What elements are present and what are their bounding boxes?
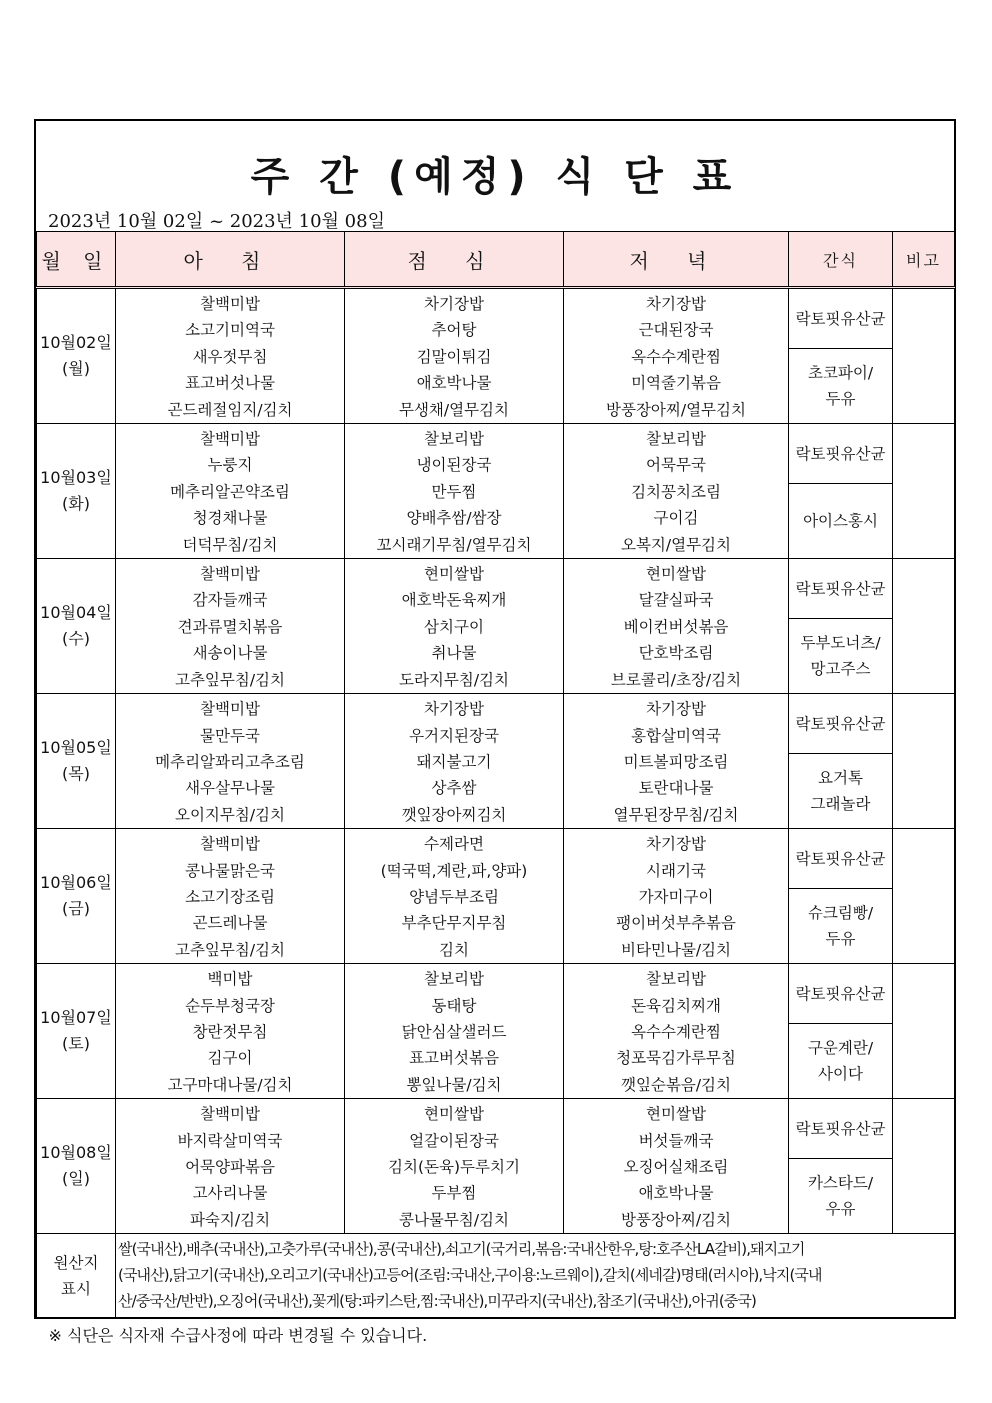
- snack-item: 카스타드/ 우유: [789, 1159, 893, 1234]
- day-row: [37, 288, 955, 349]
- day-row: [37, 964, 955, 1024]
- snack-item: 초코파이/ 두유: [789, 349, 893, 424]
- page-title: 주 간 (예정) 식 단 표: [250, 154, 740, 200]
- snack-probiotic: 락토핏유산균: [789, 1099, 893, 1159]
- breakfast-cell: 찰백미밥 소고기미역국 새우젓무침 표고버섯나물 곤드레절임지/김치: [116, 288, 345, 424]
- note-cell: [893, 829, 955, 964]
- snack-probiotic: 락토핏유산균: [789, 964, 893, 1024]
- origin-text: 쌀(국내산),배추(국내산),고춧가루(국내산),콩(국내산),쇠고기(국거리,볶음:국내산한우,탕:호주산LA갈비),돼지고기 (국내산),닭고기(국내산),오리고기(국내산)고등어(조림:국내산,구이용:노르웨이),갈치(세네갈)명태(러시아),낙지(국내 산/중국산/반반),오징어(국내산),꽃게(탕:파키스탄,찜:국내산),미꾸라지(국내산),참조기(국내산),아귀(중국): [116, 1234, 955, 1319]
- day-row: [37, 829, 955, 889]
- snack-probiotic: 락토핏유산균: [789, 424, 893, 484]
- breakfast-cell: 백미밥 순두부청국장 창란젓무침 김구이 고구마대나물/김치: [116, 964, 345, 1099]
- day-row: [37, 694, 955, 754]
- dinner-cell: 현미쌀밥 버섯들깨국 오징어실채조림 애호박나물 방풍장아찌/김치: [564, 1099, 789, 1234]
- dinner-cell: 현미쌀밥 달걀실파국 베이컨버섯볶음 단호박조림 브로콜리/초장/김치: [564, 559, 789, 694]
- snack-item: 요거톡 그래놀라: [789, 754, 893, 829]
- snack-probiotic: 락토핏유산균: [789, 288, 893, 349]
- lunch-cell: 차기장밥 우거지된장국 돼지불고기 상추쌈 깻잎장아찌김치: [345, 694, 564, 829]
- snack-item: 아이스홍시: [789, 484, 893, 559]
- period-label: 2023년 10월 02일 ~ 2023년 10월 08일: [48, 211, 385, 232]
- day-row: [37, 1099, 955, 1159]
- note-cell: [893, 694, 955, 829]
- snack-item: 구운계란/ 사이다: [789, 1024, 893, 1099]
- day-date: 10월04일 (수): [37, 559, 116, 694]
- footer-note: ※ 식단은 식자재 수급사정에 따라 변경될 수 있습니다.: [37, 1319, 955, 1350]
- header-date: 월 일: [37, 232, 116, 288]
- lunch-cell: 현미쌀밥 얼갈이된장국 김치(돈육)두루치기 두부찜 콩나물무침/김치: [345, 1099, 564, 1234]
- dinner-cell: 찰보리밥 돈육김치찌개 옥수수계란찜 청포묵김가루무침 깻잎순볶음/김치: [564, 964, 789, 1099]
- day-row: [37, 559, 955, 619]
- day-date: 10월03일 (화): [37, 424, 116, 559]
- lunch-cell: 수제라면 (떡국떡,계란,파,양파) 양념두부조림 부추단무지무침 김치: [345, 829, 564, 964]
- day-date: 10월06일 (금): [37, 829, 116, 964]
- day-date: 10월08일 (일): [37, 1099, 116, 1234]
- header-row: [37, 232, 955, 288]
- snack-item: 두부도너츠/ 망고주스: [789, 619, 893, 694]
- breakfast-cell: 찰백미밥 콩나물맑은국 소고기장조림 곤드레나물 고추잎무침/김치: [116, 829, 345, 964]
- origin-row: [37, 1234, 955, 1319]
- breakfast-cell: 찰백미밥 물만두국 메추리알꽈리고추조림 새우살무나물 오이지무침/김치: [116, 694, 345, 829]
- menu-table: [36, 231, 955, 1349]
- menu-sheet: [34, 119, 956, 1345]
- dinner-cell: 찰보리밥 어묵무국 김치꽁치조림 구이김 오복지/열무김치: [564, 424, 789, 559]
- breakfast-cell: 찰백미밥 누룽지 메추리알곤약조림 청경채나물 더덕무침/김치: [116, 424, 345, 559]
- header-note: 비고: [893, 232, 955, 288]
- header-breakfast: 아 침: [116, 232, 345, 288]
- note-cell: [893, 288, 955, 424]
- snack-probiotic: 락토핏유산균: [789, 694, 893, 754]
- lunch-cell: 찰보리밥 동태탕 닭안심살샐러드 표고버섯볶음 뽕잎나물/김치: [345, 964, 564, 1099]
- day-date: 10월05일 (목): [37, 694, 116, 829]
- snack-probiotic: 락토핏유산균: [789, 829, 893, 889]
- snack-item: 슈크림빵/ 두유: [789, 889, 893, 964]
- header-dinner: 저 녁: [564, 232, 789, 288]
- breakfast-cell: 찰백미밥 감자들깨국 견과류멸치볶음 새송이나물 고추잎무침/김치: [116, 559, 345, 694]
- dinner-cell: 차기장밥 홍합살미역국 미트볼피망조림 토란대나물 열무된장무침/김치: [564, 694, 789, 829]
- note-cell: [893, 424, 955, 559]
- dinner-cell: 차기장밥 근대된장국 옥수수계란찜 미역줄기볶음 방풍장아찌/열무김치: [564, 288, 789, 424]
- origin-label: 원산지 표시: [37, 1234, 116, 1319]
- day-date: 10월07일 (토): [37, 964, 116, 1099]
- note-cell: [893, 1099, 955, 1234]
- header-snack: 간식: [789, 232, 893, 288]
- breakfast-cell: 찰백미밥 바지락살미역국 어묵양파볶음 고사리나물 파숙지/김치: [116, 1099, 345, 1234]
- dinner-cell: 차기장밥 시래기국 가자미구이 팽이버섯부추볶음 비타민나물/김치: [564, 829, 789, 964]
- footer-row: [37, 1319, 955, 1350]
- lunch-cell: 차기장밥 추어탕 김말이튀김 애호박나물 무생채/열무김치: [345, 288, 564, 424]
- day-row: [37, 424, 955, 484]
- snack-probiotic: 락토핏유산균: [789, 559, 893, 619]
- note-cell: [893, 964, 955, 1099]
- lunch-cell: 현미쌀밥 애호박돈육찌개 삼치구이 취나물 도라지무침/김치: [345, 559, 564, 694]
- note-cell: [893, 559, 955, 694]
- day-date: 10월02일 (월): [37, 288, 116, 424]
- lunch-cell: 찰보리밥 냉이된장국 만두찜 양배추쌈/쌈장 꼬시래기무침/열무김치: [345, 424, 564, 559]
- header-lunch: 점 심: [345, 232, 564, 288]
